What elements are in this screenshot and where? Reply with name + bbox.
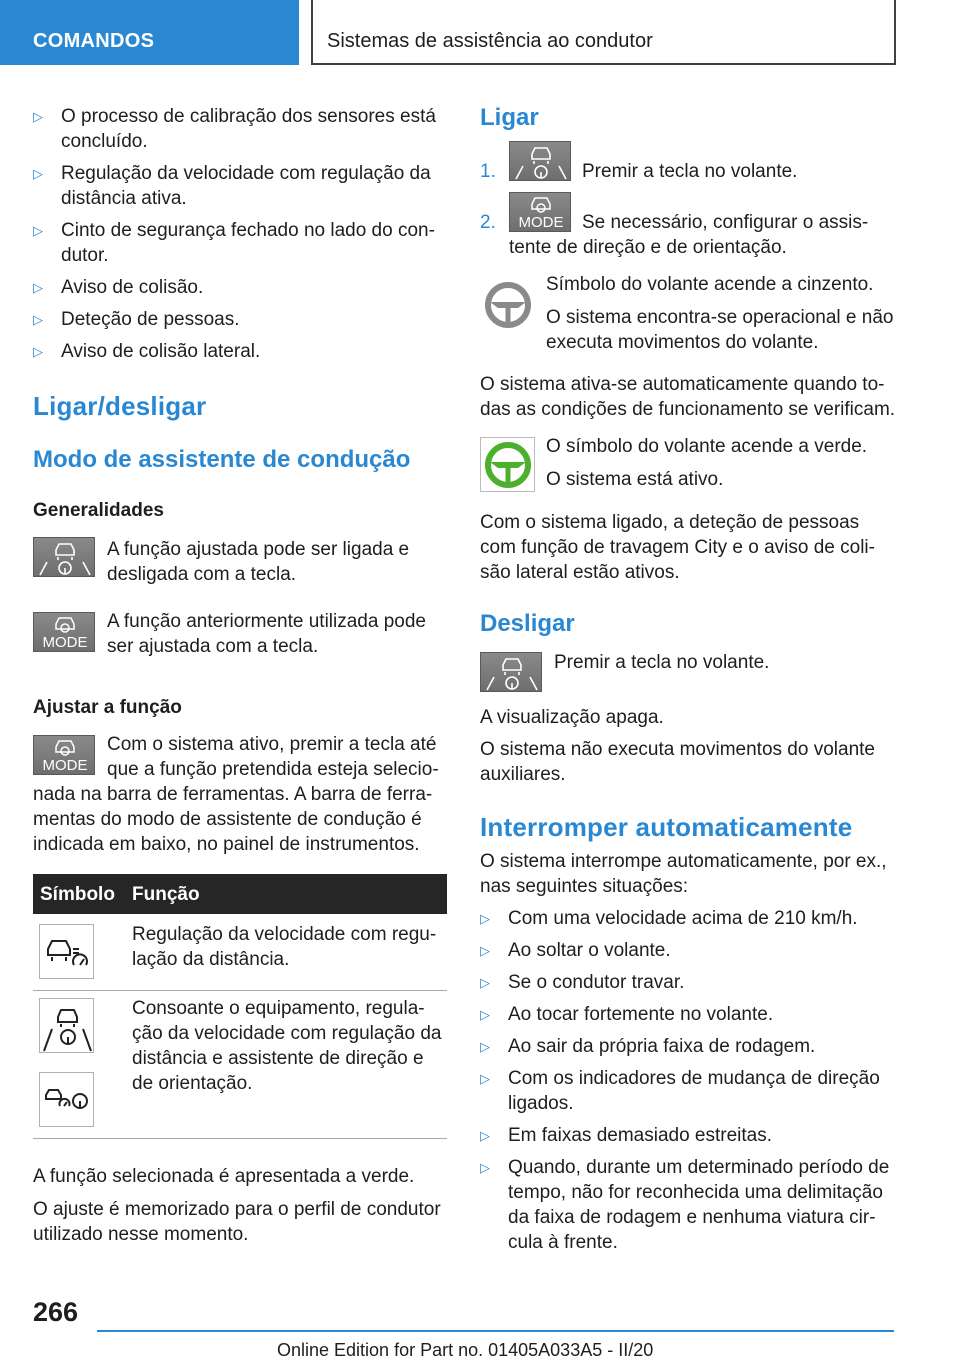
ajustar-paragraph: Com o sistema ativo, premir a tecla até que a função pretendida esteja selecio-nada na barra de ferramentas. A barra de ferra-mentas do modo de assistente de condução é indicada em baixo, no painel de instrumentos. (33, 734, 439, 855)
heading-ligar: Ligar (480, 104, 539, 131)
left-bullet-list (33, 104, 443, 364)
page-number: 266 (33, 1297, 79, 1327)
mode-key-icon (509, 192, 571, 232)
green-symbol-text-2: O sistema está ativo. (546, 469, 724, 490)
chapter-title: Sistemas de assistência ao condutor (327, 30, 653, 52)
right-bullet-list (480, 906, 896, 1255)
svg-text:MODE: MODE (42, 634, 88, 651)
heading-ajustar: Ajustar a função (33, 697, 182, 718)
list-item: ▷ Aviso de colisão. (33, 275, 443, 300)
list-item: ▷ O processo de calibração dos sensores está concluído. (33, 104, 443, 154)
list-item: ▷ Aviso de colisão lateral. (33, 339, 443, 364)
heading-interromper: Interromper automaticamente (480, 812, 853, 842)
steering-wheel-green-icon (480, 437, 535, 492)
step-2-number: 2. (480, 212, 496, 233)
steering-wheel-grey-icon (480, 275, 535, 330)
table-bottom-rule (33, 1138, 447, 1139)
desligar-text: Premir a tecla no volante. (554, 652, 770, 673)
col-symbol-header: Símbolo (40, 884, 115, 905)
list-item: ▷ Quando, durante um determinado período de tempo, não for reconhecida uma delimitação da faixa de rodagem e nenhuma viatura cir-cula à frente. (480, 1155, 896, 1255)
grey-symbol-text-2: O sistema encontra-se operacional e não executa movimentos do volante. (546, 307, 894, 353)
step-2-text: Se necessário, configurar o assis- (582, 212, 869, 233)
heading-generalidades: Generalidades (33, 500, 164, 521)
after-text-2: O ajuste é memorizado para o perfil de condutor utilizado nesse momento. (33, 1199, 441, 1245)
cruise-steering-icon (39, 1072, 94, 1127)
footer-divider (97, 1330, 894, 1332)
assist-key-icon (509, 141, 571, 181)
section-title: COMANDOS (33, 30, 155, 52)
visualization-off-text: A visualização apaga. (480, 707, 664, 728)
assist-key-icon (480, 652, 542, 692)
table-row-1-text: Regulação da velocidade com regu-lação da distância. (132, 924, 437, 970)
auto-activate-text: O sistema ativa-se automaticamente quando to-das as condições de funcionamento se verificam. (480, 374, 896, 420)
steering-assist-icon (39, 998, 94, 1053)
list-item: ▷ Ao soltar o volante. (480, 938, 896, 963)
list-item: ▷ Se o condutor travar. (480, 970, 896, 995)
no-movement-text: O sistema não executa movimentos do volante auxiliares. (480, 739, 875, 785)
list-item: ▷ Em faixas demasiado estreitas. (480, 1123, 896, 1148)
list-item: ▷ Regulação da velocidade com regulação da distância ativa. (33, 161, 443, 211)
list-item: ▷ Ao tocar fortemente no volante. (480, 1002, 896, 1027)
list-item: ▷ Ao sair da própria faixa de rodagem. (480, 1034, 896, 1059)
col-function-header: Função (132, 884, 200, 905)
grey-symbol-text-1: Símbolo do volante acende a cinzento. (546, 274, 874, 295)
ajustar-text (33, 732, 445, 857)
linked-functions-text: Com o sistema ligado, a deteção de pessoas com função de travagem City e o aviso de coli-são lateral estão ativos. (480, 512, 875, 583)
list-item: ▷ Cinto de segurança fechado no lado do con-dutor. (33, 218, 443, 268)
gen-text-2: A função anteriormente utilizada pode ser ajustada com a tecla. (107, 611, 426, 657)
cruise-distance-icon (39, 924, 94, 979)
heading-ligar-desligar: Ligar/desligar (33, 391, 207, 421)
list-item: ▷ Com os indicadores de mudança de direção ligados. (480, 1066, 896, 1116)
interromper-text: O sistema interrompe automaticamente, por ex., nas seguintes situações: (480, 851, 887, 897)
green-symbol-text-1: O símbolo do volante acende a verde. (546, 436, 868, 457)
step-1-number: 1. (480, 161, 496, 182)
heading-modo-assistente: Modo de assistente de condução (33, 446, 411, 473)
heading-desligar: Desligar (480, 610, 575, 637)
table-row-2-text: Consoante o equipamento, regula-ção da velocidade com regulação da distância e assistente de direção e de orientação. (132, 998, 442, 1094)
edition-text: Online Edition for Part no. 01405A033A5 - II/20 (277, 1340, 654, 1360)
gen-text-1: A função ajustada pode ser ligada e desligada com a tecla. (107, 539, 410, 585)
mode-key-icon (33, 612, 95, 652)
chapter-header (311, 0, 896, 65)
list-item: ▷ Com uma velocidade acima de 210 km/h. (480, 906, 896, 931)
section-tab (0, 0, 299, 65)
svg-text:MODE: MODE (42, 757, 88, 774)
step-2-continuation: tente de direção e de orientação. (509, 237, 787, 258)
svg-text:MODE: MODE (518, 214, 564, 231)
step-1-text: Premir a tecla no volante. (582, 161, 798, 182)
table-row-divider (33, 990, 447, 991)
table-header (33, 874, 447, 914)
list-item: ▷ Deteção de pessoas. (33, 307, 443, 332)
assist-key-icon (33, 537, 95, 577)
after-text-1: A função selecionada é apresentada a verde. (33, 1166, 415, 1187)
